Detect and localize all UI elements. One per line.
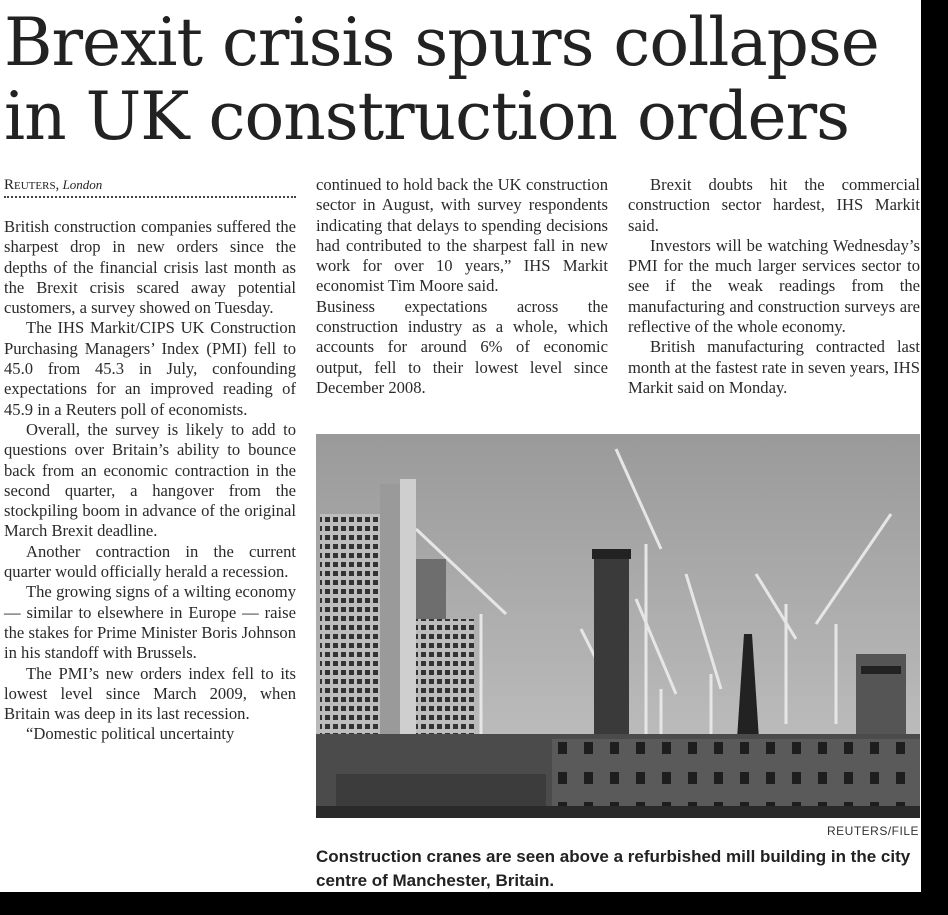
- paragraph: British manufacturing contracted last month at the fastest rate in seven years, IHS Markit said on Monday.: [628, 337, 920, 397]
- paragraph: The growing signs of a wilting economy — similar to elsewhere in Europe — raise the stakes for Prime Minister Boris Johnson in his standoff with Brussels.: [4, 582, 296, 663]
- paragraph: The PMI’s new orders index fell to its lowest level since March 2009, when Britain was deep in its last recession.: [4, 663, 296, 724]
- article-column-2: [316, 175, 608, 398]
- byline-city: London: [62, 177, 103, 192]
- headline: [4, 6, 918, 154]
- paragraph: Investors will be watching Wednesday’s PMI for the much larger services sector to see if the weak readings from the manufacturing and construction surveys are reflective of the whole economy.: [628, 235, 920, 337]
- paragraph: continued to hold back the UK construction sector in August, with survey respondents indicating that delays to spending decisions had contributed to the sharpest fall in new work for over 10 years,” IHS Markit economist Tim Moore said.: [316, 175, 608, 296]
- byline: [4, 177, 296, 194]
- paragraph: Another contraction in the current quarter would officially herald a recession.: [4, 541, 296, 582]
- paragraph: Business expectations across the construction industry as a whole, which accounts for around 6% of economic output, fell to their lowest level since December 2008.: [316, 296, 608, 397]
- article-column-1: [4, 217, 296, 745]
- photo-credit: REUTERS/FILE: [826, 824, 919, 838]
- byline-agency: Reuters,: [4, 177, 60, 193]
- paragraph: Overall, the survey is likely to add to questions over Britain’s ability to bounce back from an economic contraction in the second quarter, a hangover from the stockpiling boom in advance of the original March Brexit deadline.: [4, 419, 296, 541]
- headline-line-2: in UK construction orders: [4, 78, 849, 155]
- paragraph: British construction companies suffered the sharpest drop in new orders since the depths of the financial crisis last month as the Brexit crisis scared away potential customers, a survey showed on Tuesday.: [4, 217, 296, 318]
- paragraph: Brexit doubts hit the commercial construction sector hardest, IHS Markit said.: [628, 175, 920, 235]
- construction-cranes-photo: [316, 434, 920, 818]
- photo-caption: Construction cranes are seen above a refurbished mill building in the city centre of Manchester, Britain.: [316, 847, 911, 890]
- paragraph: “Domestic political uncertainty: [26, 724, 235, 744]
- article-column-3: [628, 175, 920, 398]
- paragraph: The IHS Markit/CIPS UK Construction Purchasing Managers’ Index (PMI) fell to 45.0 from 45.3 in July, confounding expectations for an improved reading of 45.9 in a Reuters poll of economists.: [4, 318, 296, 419]
- byline-divider: [4, 196, 296, 198]
- headline-line-1: Brexit crisis spurs collapse: [4, 4, 879, 81]
